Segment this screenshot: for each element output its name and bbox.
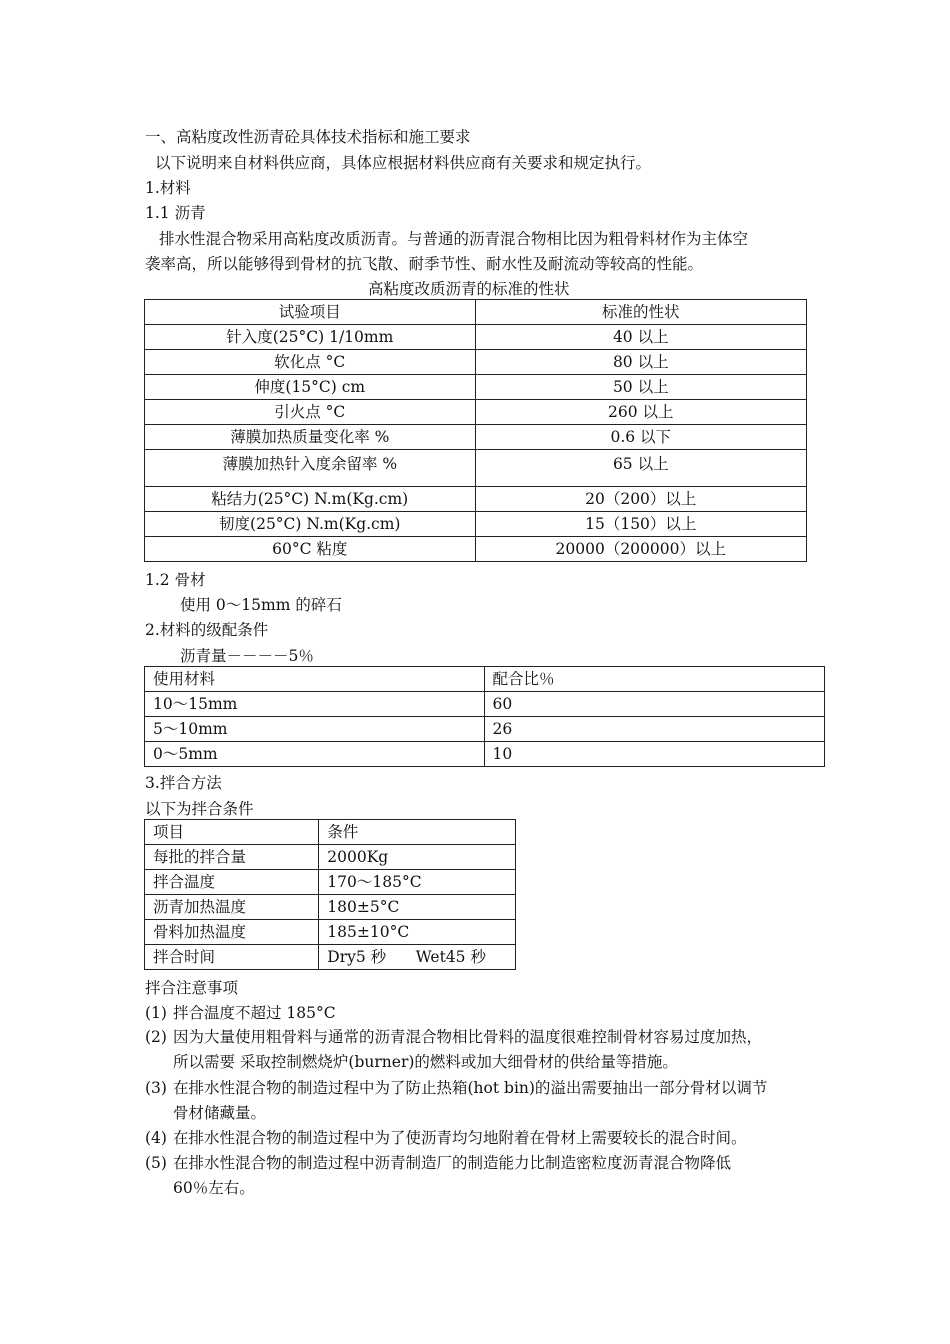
table-row xyxy=(145,325,807,350)
note-number: (2) xyxy=(145,1028,167,1046)
table-row xyxy=(145,870,516,895)
table-cell: 引火点 °C xyxy=(145,400,476,425)
table-cell: 10～15mm xyxy=(145,692,485,717)
table-cell: 20000（200000）以上 xyxy=(475,537,806,562)
table-cell: 0～5mm xyxy=(145,742,485,767)
table-row xyxy=(145,845,516,870)
intro-text: 以下说明来自材料供应商，具体应根据材料供应商有关要求和规定执行。 xyxy=(155,154,652,172)
table-row xyxy=(145,450,807,487)
note-number: (1) xyxy=(145,1004,167,1022)
table-header-cell: 配合比％ xyxy=(484,667,824,692)
note-number: (3) xyxy=(145,1079,167,1097)
table-row xyxy=(145,692,825,717)
note-text: 在排水性混合物的制造过程中为了使沥青均匀地附着在骨材上需要较长的混合时间。 xyxy=(173,1129,747,1147)
table-header-cell: 项目 xyxy=(145,820,319,845)
table-cell: 15（150）以上 xyxy=(475,512,806,537)
table-header-row xyxy=(145,667,825,692)
table-cell: 60°C 粘度 xyxy=(145,537,476,562)
table-row xyxy=(145,742,825,767)
table-row xyxy=(145,487,807,512)
table-cell: 0.6 以下 xyxy=(475,425,806,450)
table-row xyxy=(145,895,516,920)
mix-conditions-label: 以下为拌合条件 xyxy=(145,800,254,818)
table-cell: 26 xyxy=(484,717,824,742)
table1-caption: 高粘度改质沥青的标准的性状 xyxy=(368,280,570,298)
asphalt-properties-table xyxy=(144,299,807,562)
table-cell: 185±10°C xyxy=(319,920,516,945)
note-number: (5) xyxy=(145,1154,167,1172)
note-text: 拌合温度不超过 185°C xyxy=(173,1004,336,1022)
table-header-cell: 条件 xyxy=(319,820,516,845)
table-header-row xyxy=(145,300,807,325)
table-cell: 5～10mm xyxy=(145,717,485,742)
table-cell: 65 以上 xyxy=(475,450,806,487)
heading: 一、高粘度改性沥青砼具体技术指标和施工要求 xyxy=(145,128,471,146)
table-cell: 拌合时间 xyxy=(145,945,319,970)
table-cell: 180±5°C xyxy=(319,895,516,920)
table-cell: 260 以上 xyxy=(475,400,806,425)
table-cell: 骨料加热温度 xyxy=(145,920,319,945)
table-row xyxy=(145,512,807,537)
table-row xyxy=(145,425,807,450)
asphalt-amount: 沥青量－－－－5％ xyxy=(180,647,314,665)
table-row xyxy=(145,920,516,945)
section-2-title: 2.材料的级配条件 xyxy=(145,621,269,639)
note-text: 因为大量使用粗骨料与通常的沥青混合物相比骨料的温度很难控制骨材容易过度加热， xyxy=(173,1028,763,1046)
table-cell: 韧度(25°C) N.m(Kg.cm) xyxy=(145,512,476,537)
table-cell: 粘结力(25°C) N.m(Kg.cm) xyxy=(145,487,476,512)
table-row xyxy=(145,350,807,375)
mixing-conditions-table xyxy=(144,819,516,970)
section-1-title: 1.材料 xyxy=(145,179,191,197)
table-header-cell: 使用材料 xyxy=(145,667,485,692)
section-3-title: 3.拌合方法 xyxy=(145,774,222,792)
table-header-row xyxy=(145,820,516,845)
table-row xyxy=(145,537,807,562)
note-text: 在排水性混合物的制造过程中沥青制造厂的制造能力比制造密粒度沥青混合物降低 xyxy=(173,1154,732,1172)
note-text: 60％左右。 xyxy=(173,1179,255,1197)
section-1-2-title: 1.2 骨材 xyxy=(145,571,206,589)
paragraph-line-2: 袭率高，所以能够得到骨材的抗飞散、耐季节性、耐水性及耐流动等较高的性能。 xyxy=(145,255,704,273)
aggregate-text: 使用 0～15mm 的碎石 xyxy=(180,596,342,614)
table-cell: 薄膜加热针入度余留率 % xyxy=(145,450,476,487)
section-1-1-title: 1.1 沥青 xyxy=(145,204,206,222)
table-cell: 40 以上 xyxy=(475,325,806,350)
table-row xyxy=(145,717,825,742)
notes-title: 拌合注意事项 xyxy=(145,979,239,997)
table-row xyxy=(145,375,807,400)
note-number: (4) xyxy=(145,1129,167,1147)
note-text: 骨材储藏量。 xyxy=(173,1104,267,1122)
table-cell: 10 xyxy=(484,742,824,767)
table-cell: Dry5 秒 Wet45 秒 xyxy=(319,945,516,970)
table-cell: 伸度(15°C) cm xyxy=(145,375,476,400)
table-cell: 60 xyxy=(484,692,824,717)
table-header-cell: 标准的性状 xyxy=(475,300,806,325)
paragraph-line-1: 排水性混合物采用高粘度改质沥青。与普通的沥青混合物相比因为粗骨料材作为主体空 xyxy=(159,230,749,248)
table-cell: 50 以上 xyxy=(475,375,806,400)
note-text: 所以需要 采取控制燃烧炉(burner)的燃料或加大细骨材的供给量等措施。 xyxy=(173,1053,678,1071)
table-header-cell: 试验项目 xyxy=(145,300,476,325)
table-row xyxy=(145,945,516,970)
table-cell: 2000Kg xyxy=(319,845,516,870)
table-cell: 170～185°C xyxy=(319,870,516,895)
table-cell: 软化点 °C xyxy=(145,350,476,375)
table-cell: 薄膜加热质量变化率 % xyxy=(145,425,476,450)
table-cell: 沥青加热温度 xyxy=(145,895,319,920)
table-cell: 针入度(25°C) 1/10mm xyxy=(145,325,476,350)
table-cell: 20（200）以上 xyxy=(475,487,806,512)
gradation-table xyxy=(144,666,825,767)
table-row xyxy=(145,400,807,425)
table-cell: 每批的拌合量 xyxy=(145,845,319,870)
note-text: 在排水性混合物的制造过程中为了防止热箱(hot bin)的溢出需要抽出一部分骨材以调节 xyxy=(173,1079,768,1097)
table-cell: 拌合温度 xyxy=(145,870,319,895)
table-cell: 80 以上 xyxy=(475,350,806,375)
